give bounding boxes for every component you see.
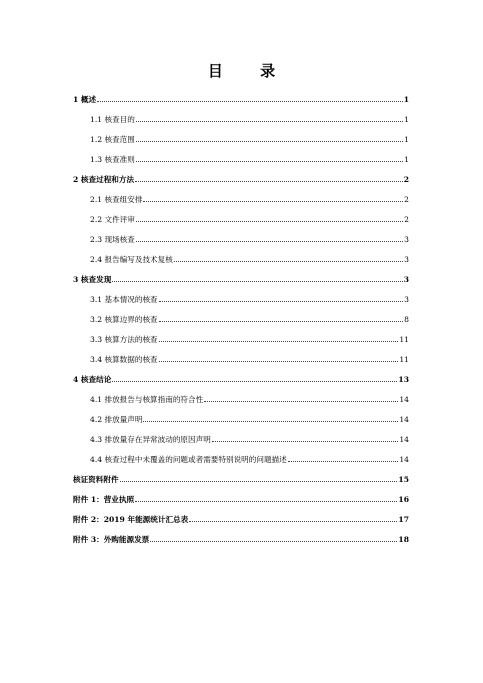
page-title: 目 录: [207, 62, 292, 80]
toc-entry-page: 3: [404, 255, 409, 264]
toc-entry-label: 4.3 排放量存在异常波动的原因声明: [90, 435, 211, 444]
table-of-contents: [73, 84, 409, 544]
dot-leader: [136, 141, 403, 142]
dot-leader: [136, 161, 403, 162]
toc-entry-label: 3.1 基本情况的核查: [90, 295, 158, 304]
dot-leader: [136, 121, 403, 122]
toc-entry-page: 11: [399, 355, 409, 364]
toc-entry[interactable]: [73, 284, 409, 304]
toc-entry[interactable]: [73, 224, 409, 244]
toc-entry-page: 3: [403, 275, 409, 284]
toc-entry-label: 1 概述: [73, 95, 97, 104]
toc-entry[interactable]: [73, 484, 409, 504]
dot-leader: [150, 541, 397, 542]
toc-entry-page: 2: [404, 195, 409, 204]
toc-entry[interactable]: [73, 244, 409, 264]
dot-leader: [159, 301, 404, 302]
toc-entry[interactable]: [73, 504, 409, 524]
toc-entry[interactable]: [73, 524, 409, 544]
toc-entry[interactable]: [73, 184, 409, 204]
toc-entry[interactable]: [73, 144, 409, 164]
toc-entry-label: 3.3 核算方法的核查: [90, 335, 158, 344]
dot-leader: [135, 181, 403, 182]
toc-entry-label: 1.2 核查范围: [90, 135, 135, 144]
dot-leader: [136, 241, 403, 242]
toc-entry-label: 附件 1：营业执照: [73, 495, 135, 504]
toc-entry-label: 2.2 文件评审: [90, 215, 135, 224]
toc-entry-label: 附件 3：外购能源发票: [73, 535, 150, 544]
dot-leader: [159, 321, 404, 322]
toc-entry-label: 1.3 核查准则: [90, 155, 135, 164]
toc-entry-label: 3 核查发现: [73, 275, 112, 284]
toc-entry[interactable]: [73, 344, 409, 364]
toc-entry[interactable]: [73, 204, 409, 224]
toc-entry-label: 1.1 核查目的: [90, 115, 135, 124]
toc-entry-label: 2.4 报告编写及技术复核: [90, 255, 173, 264]
toc-entry-label: 4.2 排放量声明: [90, 415, 143, 424]
toc-entry-label: 4 核查结论: [73, 375, 112, 384]
dot-leader: [204, 401, 398, 402]
toc-entry-page: 8: [404, 315, 409, 324]
dot-leader: [189, 521, 397, 522]
toc-entry-page: 3: [404, 235, 409, 244]
toc-entry[interactable]: [73, 364, 409, 384]
toc-entry-label: 3.2 核算边界的核查: [90, 315, 158, 324]
toc-entry[interactable]: [73, 444, 409, 464]
toc-entry-page: 1: [404, 135, 409, 144]
toc-entry-page: 13: [398, 375, 409, 384]
dot-leader: [159, 341, 399, 342]
dot-leader: [143, 421, 398, 422]
toc-entry[interactable]: [73, 424, 409, 444]
dot-leader: [135, 501, 397, 502]
dot-leader: [288, 461, 399, 462]
toc-entry-label: 4.1 排放报告与核算指南的符合性: [90, 395, 204, 404]
toc-entry-page: 14: [399, 415, 409, 424]
toc-entry-label: 附件 2：2019 年能源统计汇总表: [73, 515, 189, 524]
toc-entry-page: 3: [404, 295, 409, 304]
dot-leader: [120, 481, 398, 482]
toc-entry-page: 2: [404, 215, 409, 224]
dot-leader: [112, 381, 397, 382]
toc-entry[interactable]: [73, 164, 409, 184]
toc-entry-label: 3.4 核算数据的核查: [90, 355, 158, 364]
dot-leader: [174, 261, 403, 262]
toc-entry[interactable]: [73, 84, 409, 104]
toc-entry-label: 2.3 现场核查: [90, 235, 135, 244]
dot-leader: [143, 201, 403, 202]
toc-entry-page: 1: [404, 115, 409, 124]
toc-entry-page: 17: [398, 515, 409, 524]
toc-entry-page: 2: [403, 175, 409, 184]
toc-entry-page: 14: [399, 395, 409, 404]
toc-entry-page: 1: [404, 155, 409, 164]
dot-leader: [112, 281, 402, 282]
toc-entry[interactable]: [73, 124, 409, 144]
dot-leader: [212, 441, 399, 442]
toc-entry[interactable]: [73, 104, 409, 124]
dot-leader: [159, 361, 399, 362]
toc-entry-page: 14: [399, 435, 409, 444]
toc-entry[interactable]: [73, 464, 409, 484]
toc-entry[interactable]: [73, 384, 409, 404]
toc-entry-page: 11: [399, 335, 409, 344]
dot-leader: [97, 101, 403, 102]
toc-entry[interactable]: [73, 404, 409, 424]
toc-entry-page: 16: [398, 495, 409, 504]
dot-leader: [136, 221, 403, 222]
toc-entry-label: 4.4 核查过程中未覆盖的问题或者需要特别说明的问题描述: [90, 455, 287, 464]
toc-entry-page: 14: [399, 455, 409, 464]
toc-entry-label: 2.1 核查组安排: [90, 195, 143, 204]
toc-entry-page: 18: [398, 535, 409, 544]
toc-entry-label: 核证资料附件: [73, 475, 119, 484]
toc-entry[interactable]: [73, 264, 409, 284]
toc-entry-page: 15: [398, 475, 409, 484]
toc-entry[interactable]: [73, 324, 409, 344]
toc-entry-page: 1: [403, 95, 409, 104]
toc-entry[interactable]: [73, 304, 409, 324]
toc-entry-label: 2 核查过程和方法: [73, 175, 135, 184]
